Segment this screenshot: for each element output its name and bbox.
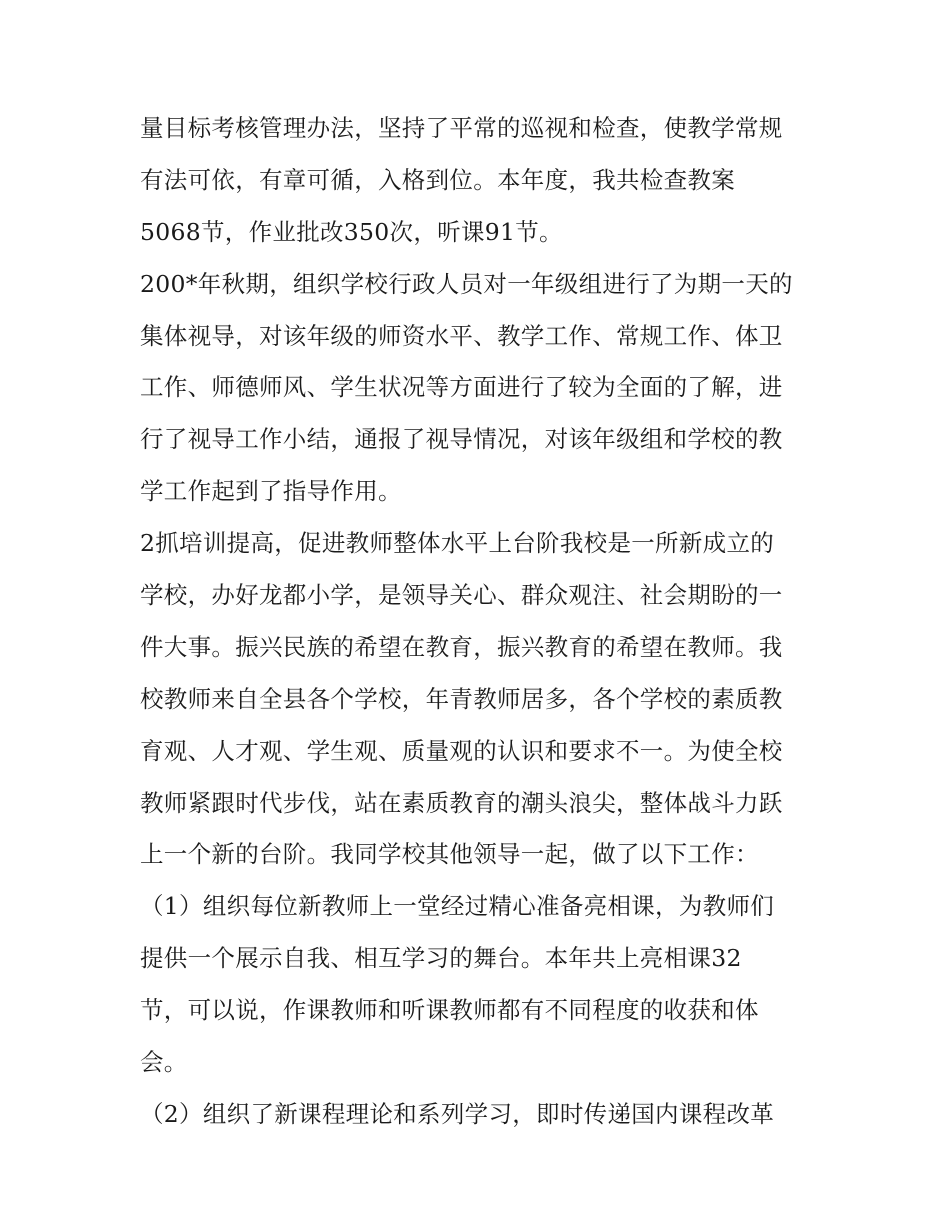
text-line: 提供一个展示自我、相互学习的舞台。本年共上亮相课32 xyxy=(140,944,742,973)
text-line: 学工作起到了指导作用。 xyxy=(140,477,402,506)
text-line: 节，可以说，作课教师和听课教师都有不同程度的收获和体 xyxy=(140,996,759,1025)
text-line: （1）组织每位新教师上一堂经过精心准备亮相课，为教师们 xyxy=(140,892,775,921)
text-line: 工作、师德师风、学生状况等方面进行了较为全面的了解，进 xyxy=(140,373,783,402)
text-line: 教师紧跟时代步伐，站在素质教育的潮头浪尖，整体战斗力跃 xyxy=(140,788,783,817)
text-line: 会。 xyxy=(140,1048,188,1077)
text-line: 200*年秋期，组织学校行政人员对一年级组进行了为期一天的 xyxy=(140,269,793,298)
document-body xyxy=(140,103,820,1141)
text-line: 上一个新的台阶。我同学校其他领导一起，做了以下工作： xyxy=(140,840,759,869)
text-line: 件大事。振兴民族的希望在教育，振兴教育的希望在教师。我 xyxy=(140,632,783,661)
text-line: （2）组织了新课程理论和系列学习，即时传递国内课程改革 xyxy=(140,1099,775,1128)
text-line: 5068节，作业批改350次，听课91节。 xyxy=(140,217,563,246)
text-line: 学校，办好龙都小学，是领导关心、群众观注、社会期盼的一 xyxy=(140,581,783,610)
text-line: 有法可依，有章可循，入格到位。本年度，我共检查教案 xyxy=(140,165,735,194)
text-line: 行了视导工作小结，通报了视导情况，对该年级组和学校的教 xyxy=(140,425,783,454)
text-line: 校教师来自全县各个学校，年青教师居多，各个学校的素质教 xyxy=(140,684,783,713)
text-line: 2抓培训提高，促进教师整体水平上台阶我校是一所新成立的 xyxy=(140,529,775,558)
text-line: 育观、人才观、学生观、质量观的认识和要求不一。为使全校 xyxy=(140,736,783,765)
text-line: 集体视导，对该年级的师资水平、教学工作、常规工作、体卫 xyxy=(140,321,783,350)
text-line: 量目标考核管理办法，坚持了平常的巡视和检查，使教学常规 xyxy=(140,114,783,142)
